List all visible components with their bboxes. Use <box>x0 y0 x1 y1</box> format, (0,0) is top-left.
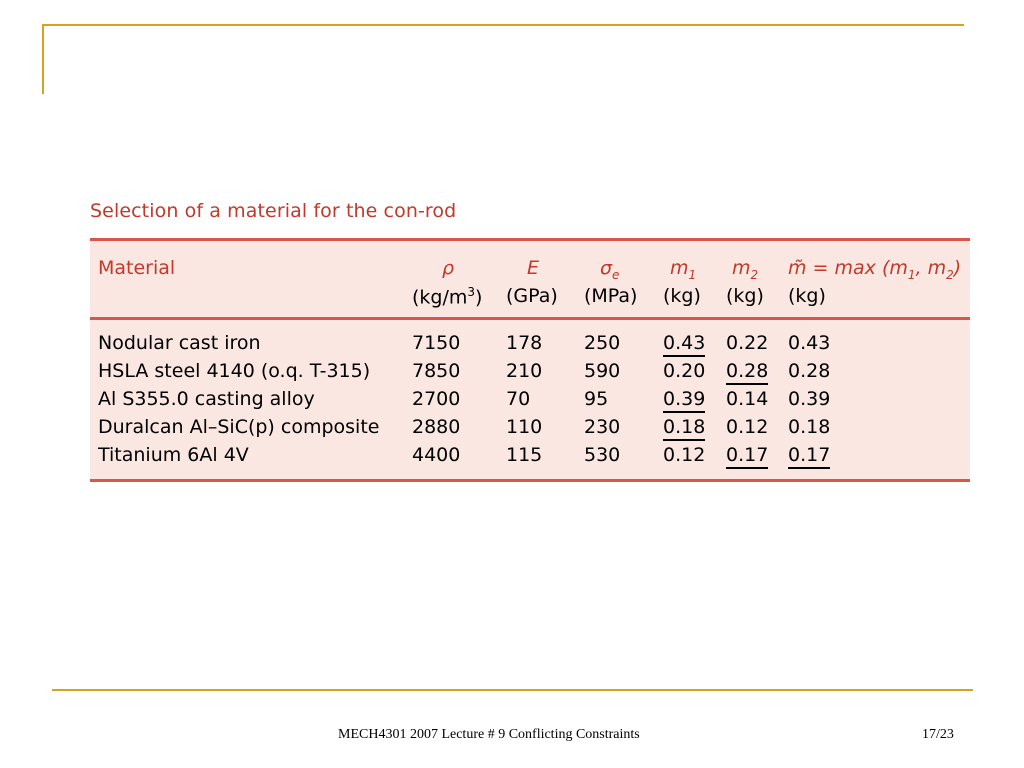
header-m2-unit: (kg) <box>726 285 764 307</box>
cell-mmax: 0.28 <box>788 360 831 382</box>
cell-m1: 0.12 <box>663 444 706 466</box>
cell-m2: 0.22 <box>726 332 769 354</box>
cell-m2: 0.17 <box>726 444 768 469</box>
cell-rho: 7850 <box>412 360 461 382</box>
header-mmax-unit: (kg) <box>788 285 826 307</box>
cell-material: Duralcan Al–SiC(p) composite <box>98 416 380 438</box>
footer-title: MECH4301 2007 Lecture # 9 Conflicting Constraints <box>338 727 640 742</box>
cell-mmax: 0.39 <box>788 388 831 410</box>
cell-m2: 0.12 <box>726 416 769 438</box>
cell-material: Nodular cast iron <box>98 332 261 354</box>
cell-E: 70 <box>506 388 531 410</box>
cell-E: 210 <box>506 360 543 382</box>
cell-E: 115 <box>506 444 543 466</box>
header-E: E <box>527 257 540 279</box>
material-table <box>90 238 970 482</box>
cell-mmax: 0.43 <box>788 332 831 354</box>
cell-E: 110 <box>506 416 543 438</box>
header-E-unit: (GPa) <box>506 285 558 307</box>
header-material: Material <box>98 257 176 279</box>
header-sigma-unit: (MPa) <box>584 285 638 307</box>
cell-rho: 2880 <box>412 416 461 438</box>
cell-m1: 0.43 <box>663 332 705 357</box>
cell-E: 178 <box>506 332 543 354</box>
cell-m1: 0.20 <box>663 360 706 382</box>
footer-line <box>52 689 973 691</box>
cell-m1: 0.18 <box>663 416 705 441</box>
header-m1: $m_1$ <box>670 257 697 282</box>
header-sigma: $\sigma_e$ <box>600 257 620 282</box>
cell-m1: 0.39 <box>663 388 705 413</box>
cell-sigma: 250 <box>584 332 621 354</box>
frame-top-line <box>42 24 964 26</box>
cell-m2: 0.28 <box>726 360 768 385</box>
frame-left-line <box>42 24 44 94</box>
header-m2: $m_2$ <box>732 257 759 282</box>
table-caption: Selection of a material for the con-rod <box>90 200 457 222</box>
header-rho: ρ <box>442 257 455 279</box>
header-separator <box>90 317 970 320</box>
cell-rho: 4400 <box>412 444 461 466</box>
cell-material: HSLA steel 4140 (o.q. T-315) <box>98 360 371 382</box>
header-rho-unit: $(kg/m^3)$ <box>412 285 483 309</box>
cell-material: Al S355.0 casting alloy <box>98 388 315 410</box>
cell-m2: 0.14 <box>726 388 769 410</box>
header-mmax: m̃ = $\max (m_1$, $m_2$) <box>788 257 962 282</box>
cell-rho: 2700 <box>412 388 461 410</box>
page-number: 17/23 <box>922 727 954 742</box>
cell-sigma: 95 <box>584 388 609 410</box>
cell-mmax: 0.18 <box>788 416 831 438</box>
cell-mmax: 0.17 <box>788 444 830 469</box>
cell-sigma: 230 <box>584 416 621 438</box>
cell-sigma: 530 <box>584 444 621 466</box>
cell-rho: 7150 <box>412 332 461 354</box>
cell-sigma: 590 <box>584 360 621 382</box>
header-m1-unit: (kg) <box>663 285 701 307</box>
cell-material: Titanium 6Al 4V <box>98 444 249 466</box>
